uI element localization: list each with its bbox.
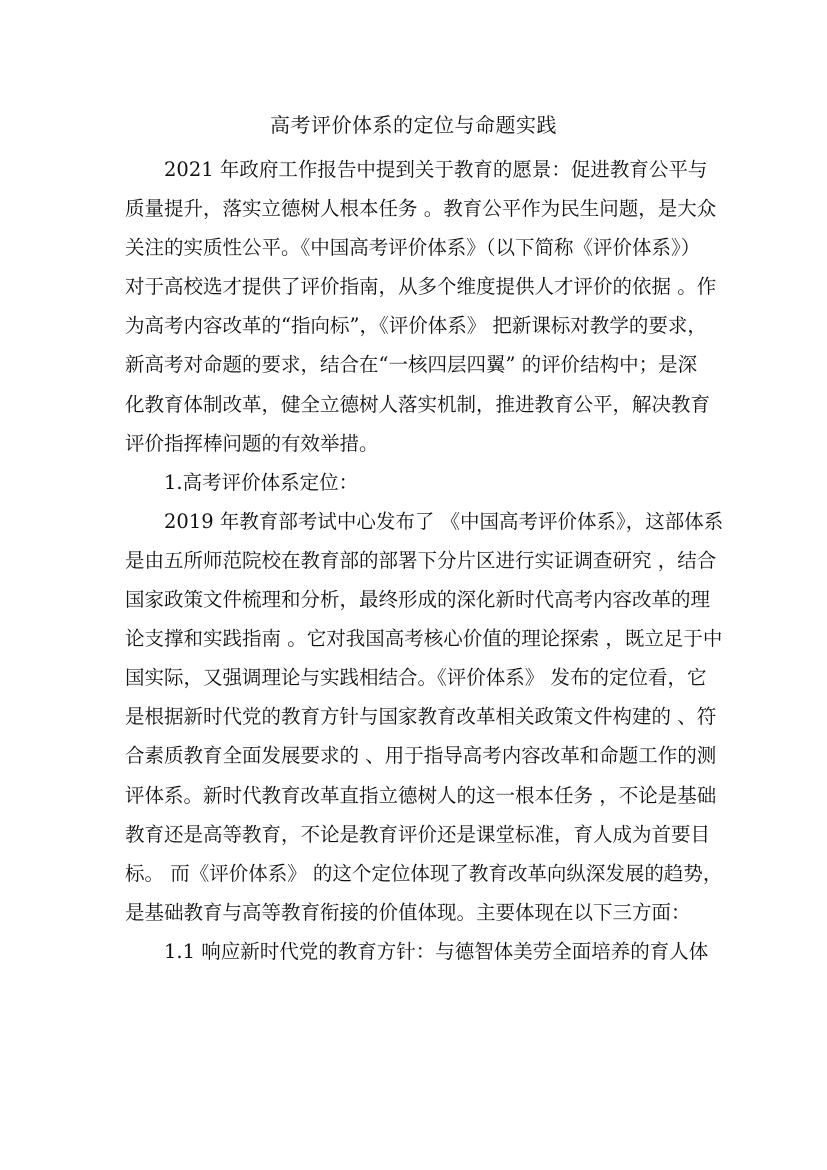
paragraph-line: 是根据新时代党的教育方针与国家教育改革相关政策文件构建的 、符 xyxy=(125,705,717,729)
paragraph-line: 质量提升，落实立德树人根本任务 。教育公平作为民生问题，是大众 xyxy=(125,197,717,221)
section-heading: 1.高考评价体系定位： xyxy=(164,470,359,494)
paragraph-line: 关注的实质性公平。《中国高考评价体系》（以下简称《评价体系》） xyxy=(125,236,701,260)
paragraph-line: 论支撑和实践指南 。它对我国高考核心价值的理论探索 ，既立足于中 xyxy=(125,627,723,651)
paragraph-line: 合素质教育全面发展要求的 、用于指导高考内容改革和命题工作的测 xyxy=(125,744,717,768)
paragraph-line: 2021 年政府工作报告中提到关于教育的愿景：促进教育公平与 xyxy=(164,158,708,181)
paragraph-line: 2019 年教育部考试中心发布了 《中国高考评价体系》，这部体系 xyxy=(164,509,724,533)
paragraph-line: 评体系。新时代教育改革直指立德树人的这一根本任务 ，不论是基础 xyxy=(125,783,717,807)
paragraph-line: 标。 而《评价体系》 的这个定位体现了教育改革向纵深发展的趋势， xyxy=(125,861,723,885)
paragraph-line: 新高考对命题的要求，结合在“一核四层四翼” 的评价结构中；是深 xyxy=(125,353,698,377)
paragraph-line: 为高考内容改革的“指向标”，《评价体系》 把新课标对教学的要求， xyxy=(125,314,707,338)
paragraph-line: 是基础教育与高等教育衔接的价值体现。主要体现在以下三方面： xyxy=(125,900,691,924)
subsection-heading-line: 1.1 响应新时代党的教育方针：与德智体美劳全面培养的育人体 xyxy=(164,939,709,963)
document-title: 高考评价体系的定位与命题实践 xyxy=(270,113,557,137)
paragraph-line: 化教育体制改革，健全立德树人落实机制，推进教育公平，解决教育 xyxy=(125,392,711,416)
paragraph-line: 国实际，又强调理论与实践相结合。《评价体系》 发布的定位看，它 xyxy=(125,666,707,690)
paragraph-line: 教育还是高等教育，不论是教育评价还是课堂标准，育人成为首要目 xyxy=(125,822,711,846)
document-body xyxy=(125,150,725,971)
paragraph-line: 国家政策文件梳理和分析，最终形成的深化新时代高考内容改革的理 xyxy=(125,588,711,612)
paragraph-line: 评价指挥棒问题的有效举措。 xyxy=(125,431,379,455)
paragraph-line: 对于高校选才提供了评价指南，从多个维度提供人才评价的依据 。作 xyxy=(125,275,717,299)
paragraph-line: 是由五所师范院校在教育部的部署下分片区进行实证调查研究 ，结合 xyxy=(125,548,717,572)
